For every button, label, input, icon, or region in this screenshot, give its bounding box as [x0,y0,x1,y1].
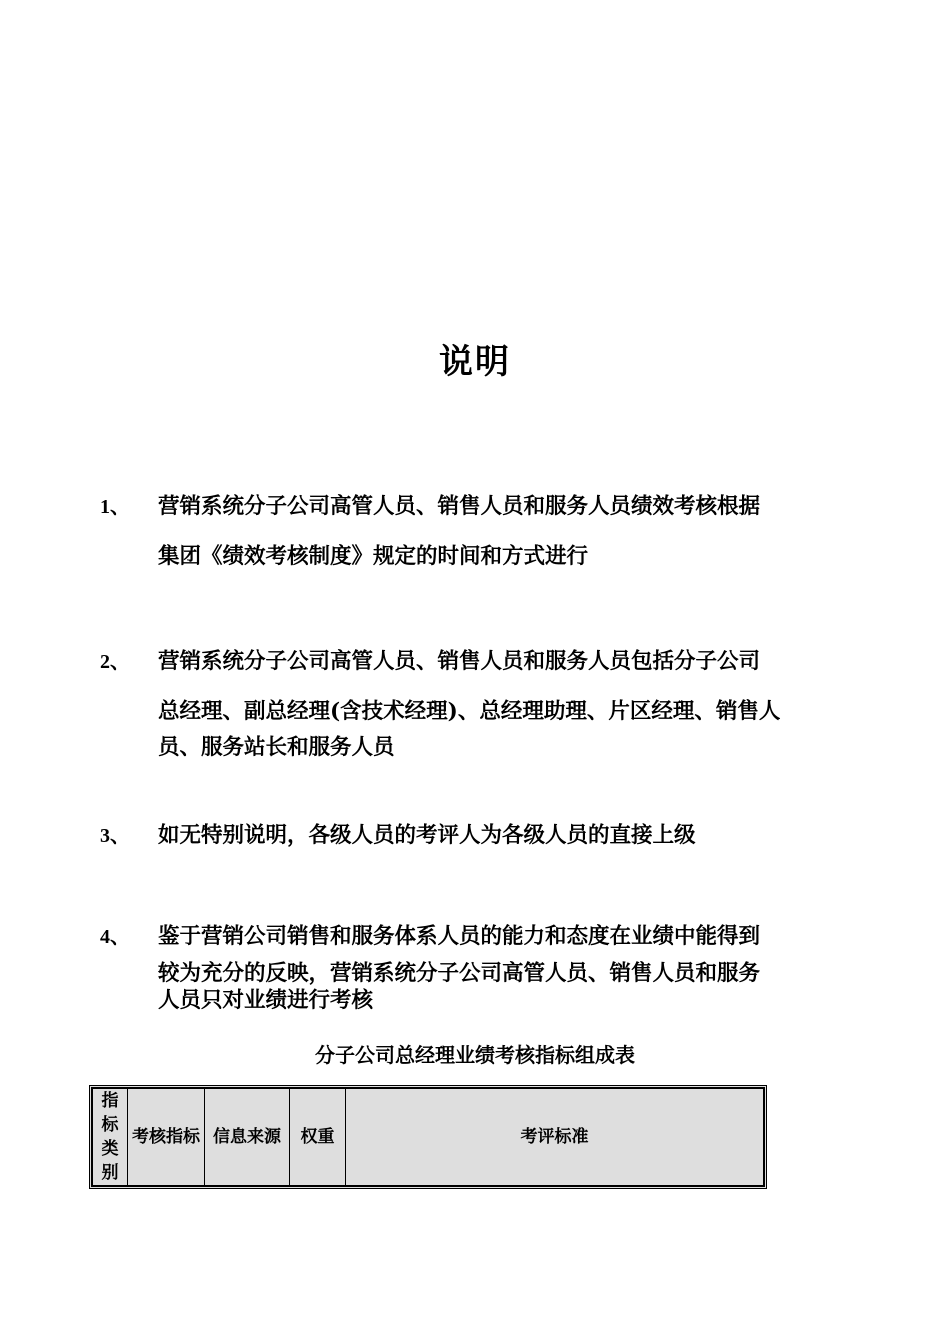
page-title: 说明 [439,342,511,382]
item-line: 员、服务站长和服务人员 [158,735,395,760]
item-line: 如无特别说明，各级人员的考评人为各级人员的直接上级 [158,823,696,848]
item-line: 较为充分的反映，营销系统分子公司高管人员、销售人员和服务 [158,961,761,986]
table-header-row [93,1089,764,1186]
item-text [158,490,858,574]
item-line: 营销系统分子公司高管人员、销售人员和服务人员绩效考核根据 [158,494,761,519]
header-info-source: 信息来源 [205,1089,290,1186]
indicator-table [89,1085,767,1189]
item-line: 集团《绩效考核制度》规定的时间和方式进行 [158,544,589,569]
header-evaluation-criteria: 考评标准 [346,1089,764,1186]
item-number: 1、 [100,496,130,518]
item-text [158,645,858,765]
item-line: 人员只对业绩进行考核 [158,988,374,1013]
item-number: 3、 [100,825,130,847]
header-assessment-indicator: 考核指标 [128,1089,205,1186]
table-grid [92,1088,764,1186]
header-weight: 权重 [290,1089,346,1186]
item-text [158,819,858,853]
item-line: 鉴于营销公司销售和服务体系人员的能力和态度在业绩中能得到 [158,924,761,949]
item-number: 4、 [100,926,130,948]
item-line: 营销系统分子公司高管人员、销售人员和服务人员包括分子公司 [158,649,761,674]
item-number: 2、 [100,651,130,673]
item-line: 总经理、副总经理(含技术经理)、总经理助理、片区经理、销售人 [158,699,781,724]
table-caption: 分子公司总经理业绩考核指标组成表 [315,1043,635,1067]
item-text [158,920,858,1018]
header-indicator-category: 指标类别 [93,1089,128,1186]
